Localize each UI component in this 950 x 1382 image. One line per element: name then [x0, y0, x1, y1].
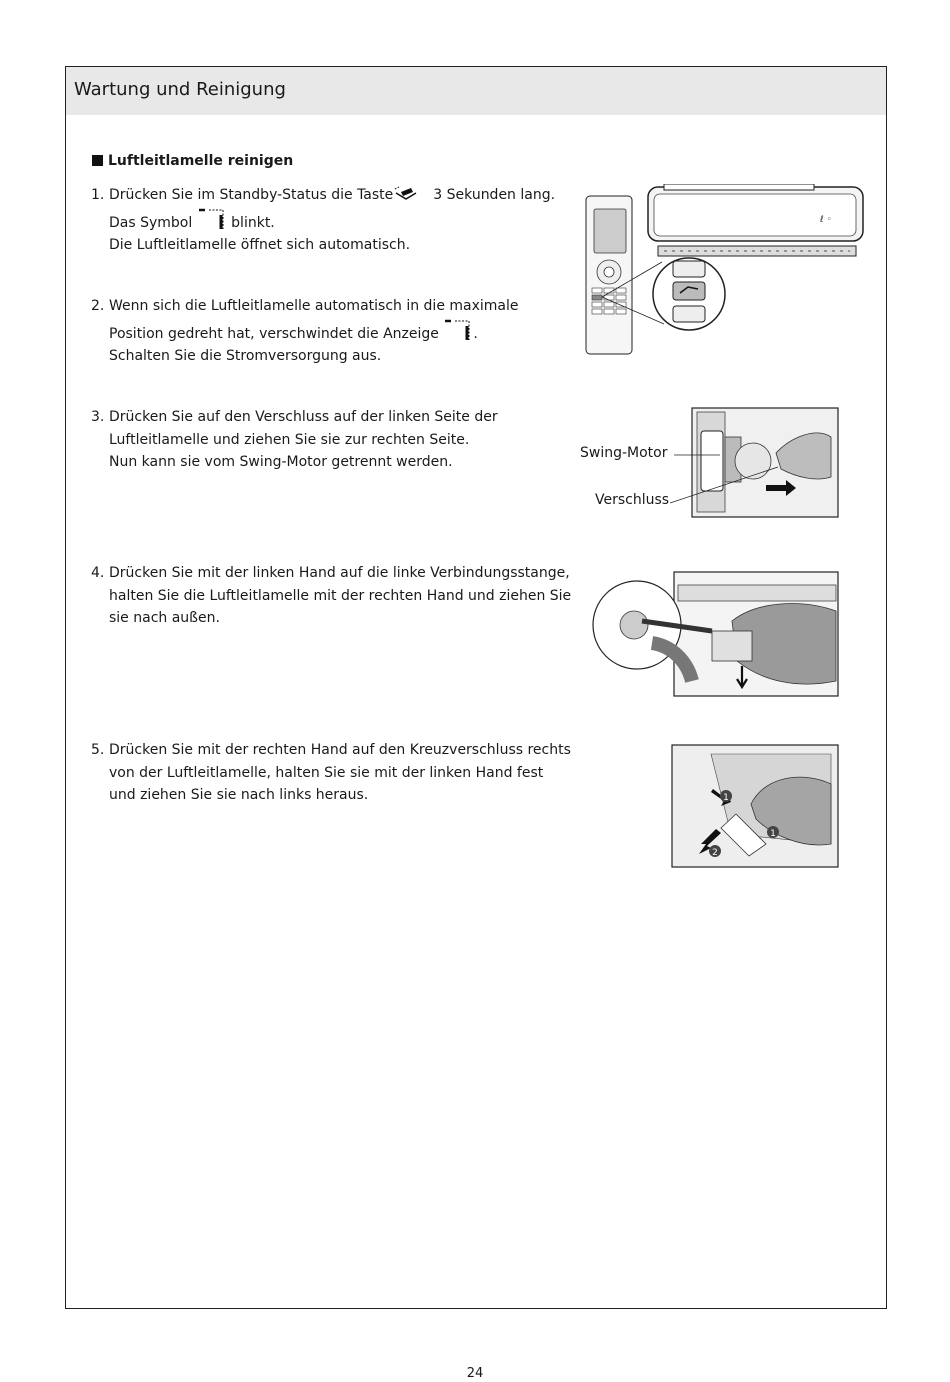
swing-motor-label: Swing-Motor	[580, 445, 668, 461]
step-number: 1.	[91, 187, 105, 203]
section-header	[66, 67, 886, 115]
step-text: Das Symbol	[109, 214, 193, 231]
step-text: Nun kann sie vom Swing-Motor getrennt werden.	[109, 454, 453, 470]
step-4	[91, 562, 571, 630]
page-frame	[65, 66, 887, 1309]
step-text: Drücken Sie auf den Verschluss auf der linken Seite der	[109, 409, 498, 425]
step-text: .	[473, 325, 478, 342]
marker-2: 2	[712, 848, 718, 858]
swing-button-icon	[393, 185, 419, 203]
step-5	[91, 739, 571, 807]
step-text: von der Luftleitlamelle, halten Sie sie mit der linken Hand fest	[109, 764, 544, 781]
connecting-rod-illustration	[592, 571, 840, 699]
step-number: 3.	[91, 409, 105, 425]
step-text: Drücken Sie mit der rechten Hand auf den Kreuzverschluss rechts	[109, 742, 571, 758]
svg-text:ℓ ◦: ℓ ◦	[820, 215, 832, 225]
step-number: 5.	[91, 742, 105, 758]
page-number: 24	[466, 1366, 484, 1381]
step-text: Luftleitlamelle und ziehen Sie sie zur rechten Seite.	[109, 431, 470, 448]
step-text: 3 Sekunden lang.	[433, 187, 556, 203]
header-title: Wartung und Reinigung	[74, 79, 286, 100]
step-text: und ziehen Sie sie nach links heraus.	[109, 787, 369, 803]
remote-and-unit-illustration	[584, 184, 866, 356]
step-text: Position gedreht hat, verschwindet die Anzeige	[109, 325, 439, 342]
cross-lock-illustration	[671, 744, 839, 868]
step-text: Schalten Sie die Stromversorgung aus.	[109, 348, 382, 364]
step-number: 4.	[91, 565, 105, 581]
step-text: halten Sie die Luftleitlamelle mit der rechten Hand und ziehen Sie	[109, 587, 572, 604]
step-text: Wenn sich die Luftleitlamelle automatisch in die maximale	[109, 298, 519, 314]
step-2	[91, 295, 519, 368]
marker-1: 1	[723, 793, 729, 803]
lock-label: Verschluss	[595, 492, 670, 508]
label-leader-lines	[670, 447, 780, 507]
subsection-title	[92, 153, 293, 169]
marker-1b: 1	[770, 829, 776, 839]
step-text: Drücken Sie im Standby-Status die Taste	[109, 187, 394, 203]
step-text: blinkt.	[231, 214, 275, 231]
step-1	[91, 184, 555, 257]
step-text: sie nach außen.	[109, 610, 220, 626]
step-text: Die Luftleitlamelle öffnet sich automatisch.	[109, 237, 411, 253]
step-3	[91, 406, 498, 474]
step-number: 2.	[91, 298, 105, 314]
square-bullet-icon	[92, 155, 103, 166]
step-text: Drücken Sie mit der linken Hand auf die linke Verbindungsstange,	[109, 565, 570, 581]
subsection-title-text: Luftleitlamelle reinigen	[108, 153, 294, 169]
swing-symbol-icon	[443, 318, 473, 342]
swing-symbol-icon	[197, 207, 227, 231]
